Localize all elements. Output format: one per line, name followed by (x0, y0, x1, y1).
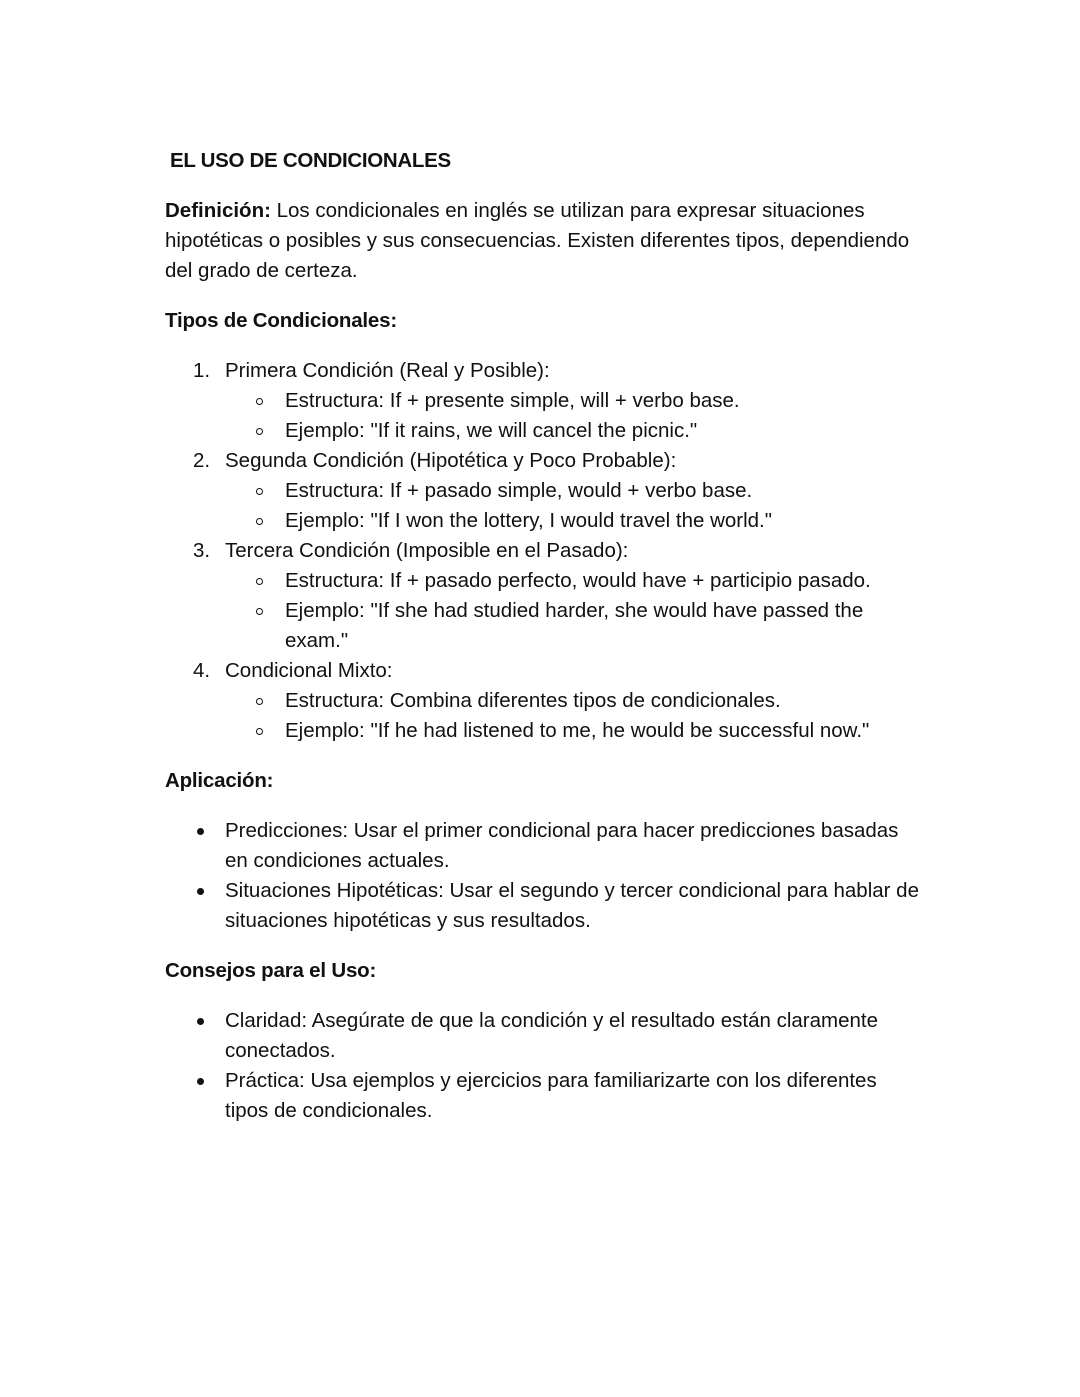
definition-text: Los condicionales en inglés se utilizan para expresar situaciones hipotéticas o posibles y sus consecuencias. Existen diferentes tipos, dependiendo del grado de certeza. (165, 199, 910, 282)
sub-item (225, 386, 925, 416)
type-number: 3. (193, 539, 211, 562)
types-heading: Tipos de Condicionales: (165, 309, 397, 332)
type-label: Tercera Condición (Imposible en el Pasado): (225, 539, 629, 562)
type-number: 1. (193, 359, 211, 382)
application-list (165, 816, 925, 936)
sub-item (225, 476, 925, 506)
hollow-bullet-icon (256, 488, 263, 495)
tip-item (165, 1006, 925, 1066)
type-item (165, 656, 925, 746)
sub-item-text: Estructura: Combina diferentes tipos de condicionales. (285, 689, 781, 712)
sub-item-text: Ejemplo: "If she had studied harder, she would have passed the exam." (285, 599, 864, 652)
hollow-bullet-icon (256, 398, 263, 405)
sub-item (225, 596, 925, 656)
type-item (165, 356, 925, 446)
type-number: 2. (193, 449, 211, 472)
application-item-text: Predicciones: Usar el primer condicional para hacer predicciones basadas en condiciones actuales. (225, 819, 899, 872)
tip-item-text: Claridad: Asegúrate de que la condición y el resultado están claramente conectados. (225, 1009, 878, 1062)
sub-item (225, 506, 925, 536)
bullet-icon (197, 1018, 204, 1025)
application-item (165, 816, 925, 876)
type-label: Primera Condición (Real y Posible): (225, 359, 550, 382)
bullet-icon (197, 828, 204, 835)
application-item (165, 876, 925, 936)
type-label: Condicional Mixto: (225, 659, 393, 682)
application-heading: Aplicación: (165, 769, 274, 792)
type-number: 4. (193, 659, 211, 682)
sub-item-text: Estructura: If + pasado simple, would + verbo base. (285, 479, 753, 502)
type-sublist (225, 686, 925, 746)
sub-item-text: Ejemplo: "If it rains, we will cancel the picnic." (285, 419, 698, 442)
hollow-bullet-icon (256, 518, 263, 525)
bullet-icon (197, 888, 204, 895)
document-content (165, 146, 925, 1146)
types-list (165, 356, 925, 746)
definition-label: Definición: (165, 199, 271, 222)
hollow-bullet-icon (256, 698, 263, 705)
hollow-bullet-icon (256, 728, 263, 735)
sub-item-text: Ejemplo: "If he had listened to me, he would be successful now." (285, 719, 870, 742)
hollow-bullet-icon (256, 428, 263, 435)
type-sublist (225, 386, 925, 446)
type-item (165, 446, 925, 536)
document-title: EL USO DE CONDICIONALES (170, 149, 451, 172)
tip-item (165, 1066, 925, 1126)
bullet-icon (197, 1078, 204, 1085)
sub-item-text: Ejemplo: "If I won the lottery, I would travel the world." (285, 509, 773, 532)
type-sublist (225, 566, 925, 656)
tip-item-text: Práctica: Usa ejemplos y ejercicios para familiarizarte con los diferentes tipos de condicionales. (225, 1069, 877, 1122)
tips-list (165, 1006, 925, 1126)
definition-paragraph (165, 196, 925, 286)
sub-item-text: Estructura: If + pasado perfecto, would have + participio pasado. (285, 569, 871, 592)
sub-item (225, 716, 925, 746)
sub-item (225, 686, 925, 716)
application-item-text: Situaciones Hipotéticas: Usar el segundo y tercer condicional para hablar de situaciones hipotéticas y sus resultados. (225, 879, 919, 932)
sub-item (225, 566, 925, 596)
type-label: Segunda Condición (Hipotética y Poco Probable): (225, 449, 677, 472)
sub-item-text: Estructura: If + presente simple, will + verbo base. (285, 389, 740, 412)
tips-heading: Consejos para el Uso: (165, 959, 377, 982)
hollow-bullet-icon (256, 578, 263, 585)
type-item (165, 536, 925, 656)
hollow-bullet-icon (256, 608, 263, 615)
sub-item (225, 416, 925, 446)
type-sublist (225, 476, 925, 536)
